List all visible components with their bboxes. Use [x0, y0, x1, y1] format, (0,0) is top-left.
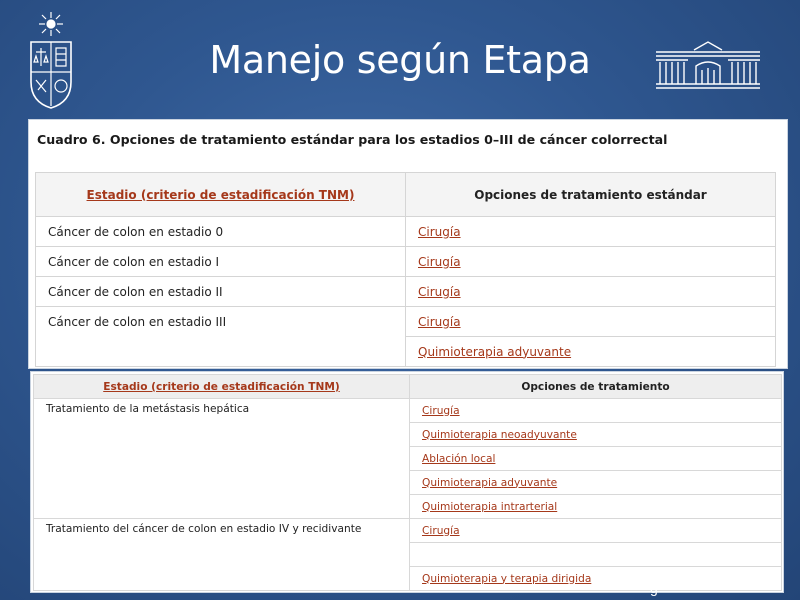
stage-column-header[interactable]: [36, 173, 406, 217]
treatment-link[interactable]: Quimioterapia intrarterial: [422, 500, 558, 513]
stage-column-header-link[interactable]: Estadio (criterio de estadificación TNM): [86, 187, 355, 202]
treatment-link[interactable]: Cirugía: [422, 404, 460, 417]
stage-cell: Cáncer de colon en estadio II: [36, 277, 406, 307]
table-row: [34, 519, 782, 543]
stage-table: [33, 374, 782, 591]
stage-column-header[interactable]: [34, 375, 410, 399]
treatment-link[interactable]: Cirugía: [418, 314, 461, 329]
table-caption: Cuadro 6. Opciones de tratamiento estándar para los estadios 0–III de cáncer colorrectal: [37, 132, 668, 147]
treatment-link[interactable]: Quimioterapia y terapia dirigida: [422, 572, 592, 585]
treatment-link[interactable]: Cirugía: [418, 254, 461, 269]
treatment-table-stages-0-3: [28, 119, 788, 369]
stage-cell: Cáncer de colon en estadio III: [36, 307, 406, 367]
stage-cell: Cáncer de colon en estadio 0: [36, 217, 406, 247]
footer-partial-text: g: [650, 580, 658, 596]
treatment-link[interactable]: Cirugía: [422, 524, 460, 537]
treatment-link[interactable]: Cirugía: [418, 224, 461, 239]
table-row: [36, 277, 776, 307]
stage-column-header-link[interactable]: Estadio (criterio de estadificación TNM): [103, 380, 340, 393]
treatment-link[interactable]: Quimioterapia adyuvante: [418, 344, 572, 359]
treatment-link[interactable]: Quimioterapia neoadyuvante: [422, 428, 577, 441]
treatment-link[interactable]: Quimioterapia adyuvante: [422, 476, 558, 489]
table-row: [36, 247, 776, 277]
slide-title: Manejo según Etapa: [209, 38, 591, 82]
treatment-link[interactable]: Ablación local: [422, 452, 496, 465]
stage-cell: Tratamiento de la metástasis hepática: [34, 399, 410, 519]
options-column-header: Opciones de tratamiento estándar: [406, 173, 776, 217]
stage-cell: Cáncer de colon en estadio I: [36, 247, 406, 277]
stage-cell: Tratamiento del cáncer de colon en estadio IV y recidivante: [34, 519, 410, 591]
stage-table: [35, 172, 776, 367]
table-row: [36, 217, 776, 247]
options-column-header: Opciones de tratamiento: [410, 375, 782, 399]
table-row: [34, 399, 782, 423]
treatment-table-stage-4: [30, 371, 784, 593]
treatment-link[interactable]: Cirugía: [418, 284, 461, 299]
table-row: [36, 307, 776, 337]
